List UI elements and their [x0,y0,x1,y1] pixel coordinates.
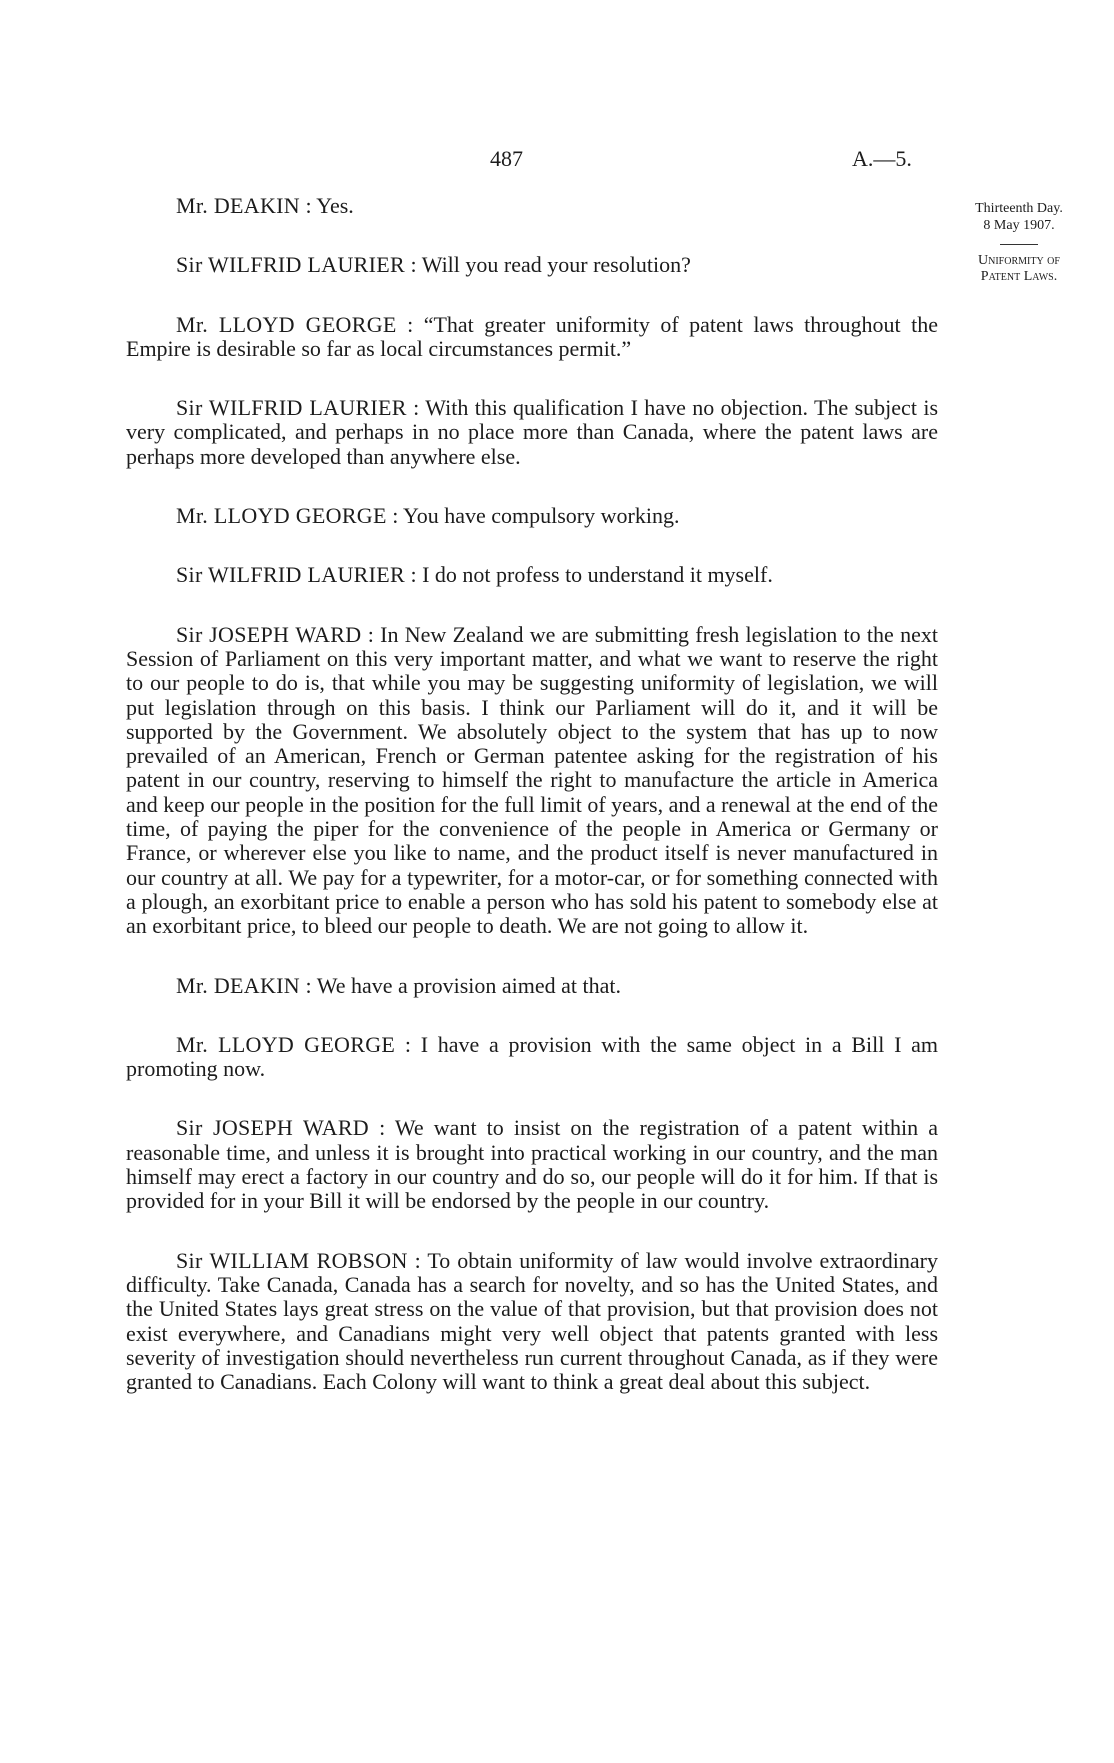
speech-text: I do not profess to understand it myself. [422,562,773,588]
paragraph-2: Sir WILFRID LAURIER : Will you read your resolution? [176,252,691,278]
paragraph-1: Mr. DEAKIN : Yes. [176,193,354,218]
speech-text: Will you read your resolution? [421,252,691,278]
speaker-name: Sir WILFRID LAURIER [176,395,407,421]
transcript-body [126,194,938,1394]
speaker-name: Mr. LLOYD GEORGE [176,1031,396,1057]
speaker-name: Sir JOSEPH WARD [176,621,362,647]
speech-text: “That greater uniformity of patent laws throughout the Empire is desirable so far as local circumstances permit.” [126,311,938,361]
speech-text: Yes. [316,193,354,218]
margin-note-day: Thirteenth Day. [975,201,1063,216]
speaker-name: Mr. LLOYD GEORGE [176,503,387,529]
paragraph-5: Mr. LLOYD GEORGE : You have compulsory working. [176,503,680,529]
paragraph-7: Sir JOSEPH WARD : In New Zealand we are submitting fresh legislation to the next Session of Parliament on this very important matter, and what we want to reserve the right to our people to do is, that while you may be suggesting uniformity of legislation, we will put legislation through on this basis. I think our Parliament will do it, and it will be supported by the Government. We absolutely object to the system that has up to now prevailed of an American, French or German patentee asking for the registration of his patent in our country, reserving to himself the right to manufacture the article in America and keep our people in the position for the full limit of years, and a renewal at the end of the time, of paying the piper for the convenience of the people in America or Germany or France, or wherever else you like to name, and the product itself is never manufactured in our country at all. We pay for a typewriter, for a motor-car, or for something connected with a plough, an exorbitant price to enable a person who has sold his patent to somebody else at an exorbitant price, to bleed our people to death. We are not going to allow it. [126,621,938,939]
speaker-name: Mr. DEAKIN [176,193,300,218]
speech-text: We want to insist on the registration of a patent within a reasonable time, and unless it is brought into practical working in our country, and the man himself may erect a factory in our country and do so, our people will do it for him. If that is provided for in your Bill it will be endorsed by the people in our country. [126,1115,938,1214]
speaker-name: Sir WILFRID LAURIER [176,252,405,278]
speech-text: You have compulsory working. [403,503,680,529]
margin-note-rule [1000,244,1038,245]
speaker-name: Mr. DEAKIN [176,972,300,998]
speech-text: To obtain uniformity of law would involve extraordinary difficulty. Take Canada, Canada has a search for novelty, and so has the United States, and the United States lays great stress on the value of that provision, but that provision does not exist everywhere, and Canadians might very well object that patents granted with less severity of investigation should nevertheless run current throughout Canada, as if they were granted to Canadians. Each Colony will want to think a great deal about this subject. [126,1247,938,1395]
speaker-name: Sir WILLIAM ROBSON [176,1247,408,1273]
margin-note [944,200,1094,285]
speaker-name: Mr. LLOYD GEORGE [176,311,397,337]
paragraph-9: Mr. LLOYD GEORGE : I have a provision with the same object in a Bill I am promoting now. [126,1031,938,1082]
margin-note-topic-line2: Patent Laws. [980,269,1058,284]
paragraph-10: Sir JOSEPH WARD : We want to insist on the registration of a patent within a reasonable time, and unless it is brought into practical working in our country, and the man himself may erect a factory in our country and do so, our people will do it for him. If that is provided for in your Bill it will be endorsed by the people in our country. [126,1115,938,1214]
speech-text: I have a provision with the same object in a Bill I am promoting now. [126,1031,938,1082]
margin-note-date: 8 May 1907. [983,218,1055,233]
paragraph-4: Sir WILFRID LAURIER : With this qualification I have no objection. The subject is very complicated, and perhaps in no place more than Canada, where the patent laws are perhaps more developed than anywhere else. [126,395,939,469]
speech-text: With this qualification I have no objection. The subject is very complicated, and perhaps in no place more than Canada, where the patent laws are perhaps more developed than anywhere else. [126,395,939,469]
paragraph-3: Mr. LLOYD GEORGE : “That greater uniformity of patent laws throughout the Empire is desirable so far as local circumstances permit.” [126,311,938,361]
page-number: 487 [490,146,523,171]
speaker-name: Sir JOSEPH WARD [176,1115,369,1141]
speaker-name: Sir WILFRID LAURIER [176,562,405,588]
document-reference: A.—5. [852,146,912,171]
paragraph-11: Sir WILLIAM ROBSON : To obtain uniformity of law would involve extraordinary difficulty. Take Canada, Canada has a search for novelty, and so has the United States, and the United States lays great stress on the value of that provision, but that provision does not exist everywhere, and Canadians might very well object that patents granted with less severity of investigation should nevertheless run current throughout Canada, as if they were granted to Canadians. Each Colony will want to think a great deal about this subject. [126,1247,938,1395]
speech-text: We have a provision aimed at that. [316,972,622,998]
paragraph-8: Mr. DEAKIN : We have a provision aimed at that. [176,972,622,998]
margin-note-topic-line1: Uniformity of [978,253,1060,268]
paragraph-6: Sir WILFRID LAURIER : I do not profess to understand it myself. [176,562,773,588]
speech-text: In New Zealand we are submitting fresh legislation to the next Session of Parliament on this very important matter, and what we want to reserve the right to our people to do is, that while you may be suggesting uniformity of legislation, we will put legislation through on this basis. I think our Parliament will do it, and it will be supported by the Government. We absolutely object to the system that has up to now prevailed of an American, French or German patentee asking for the registration of his patent in our country, reserving to himself the right to manufacture the article in America and keep our people in the position for the full limit of years, and a renewal at the end of the time, of paying the piper for the convenience of the people in America or Germany or France, or wherever else you like to name, and the product itself is never manufactured in our country at all. We pay for a typewriter, for a motor-car, or for something connected with a plough, an exorbitant price to enable a person who has sold his patent to somebody else at an exorbitant price, to bleed our people to death. We are not going to allow it. [126,621,938,939]
